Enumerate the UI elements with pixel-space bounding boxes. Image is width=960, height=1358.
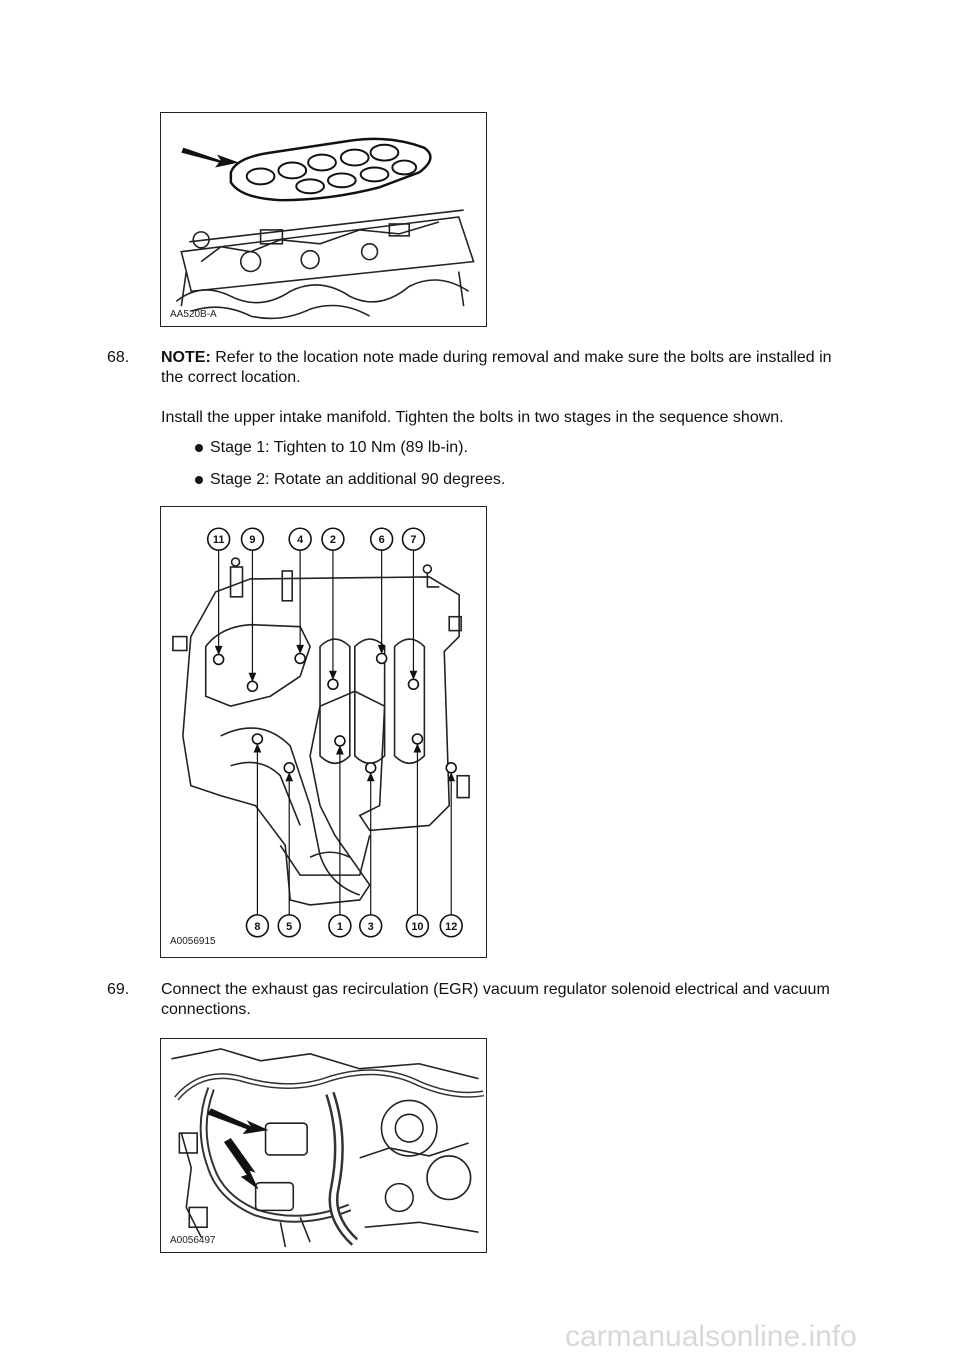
step-number: 69.: [107, 981, 130, 998]
callout-label: 1: [336, 920, 343, 933]
figure-id-label: A0056915: [170, 936, 216, 947]
callout-label: 2: [329, 534, 336, 547]
callout-label: 6: [378, 534, 385, 547]
note-text: Refer to the location note made during removal and make sure the bolts are installed in the correct location.: [161, 349, 832, 386]
egr-illustration: [161, 1039, 486, 1252]
step-69: [107, 980, 847, 1024]
callout-label: 9: [249, 534, 256, 547]
callout-label: 11: [212, 534, 225, 547]
step-text: Connect the exhaust gas recirculation (EGR) vacuum regulator solenoid electrical and vacuum connections.: [161, 981, 830, 1018]
footer-watermark: carmanualsonline.info: [565, 1320, 857, 1353]
gasket-figure: [160, 112, 487, 327]
step-68: [107, 348, 847, 488]
egr-connection-figure: [160, 1038, 487, 1253]
note-paragraph: [161, 348, 841, 388]
stage-item: [161, 438, 841, 458]
figure-id-label: AA520B-A: [170, 309, 217, 320]
instruction-paragraph: Install the upper intake manifold. Tighten the bolts in two stages in the sequence shown.: [161, 409, 784, 426]
manifold-illustration: [161, 507, 486, 957]
bullet-icon: [195, 444, 203, 452]
stage-list: [161, 438, 841, 490]
callout-label: 3: [367, 920, 374, 933]
stage-item: [161, 470, 841, 490]
gasket-illustration: [161, 113, 486, 326]
callout-label: 8: [254, 920, 261, 933]
callout-label: 10: [411, 920, 424, 933]
step-body: [161, 348, 841, 490]
stage-text: Stage 1: Tighten to 10 Nm (89 lb-in).: [210, 439, 468, 456]
callout-label: 7: [410, 534, 417, 547]
callout-label: 5: [286, 920, 293, 933]
note-label: NOTE:: [161, 349, 211, 366]
bullet-icon: [195, 476, 203, 484]
stage-text: Stage 2: Rotate an additional 90 degrees.: [210, 471, 506, 488]
figure-id-label: A0056497: [170, 1235, 216, 1246]
step-number: 68.: [107, 349, 130, 366]
callout-label: 12: [445, 920, 458, 933]
callout-label: 4: [297, 534, 304, 547]
manifold-sequence-figure: [160, 506, 487, 958]
step-body: [161, 980, 841, 1020]
